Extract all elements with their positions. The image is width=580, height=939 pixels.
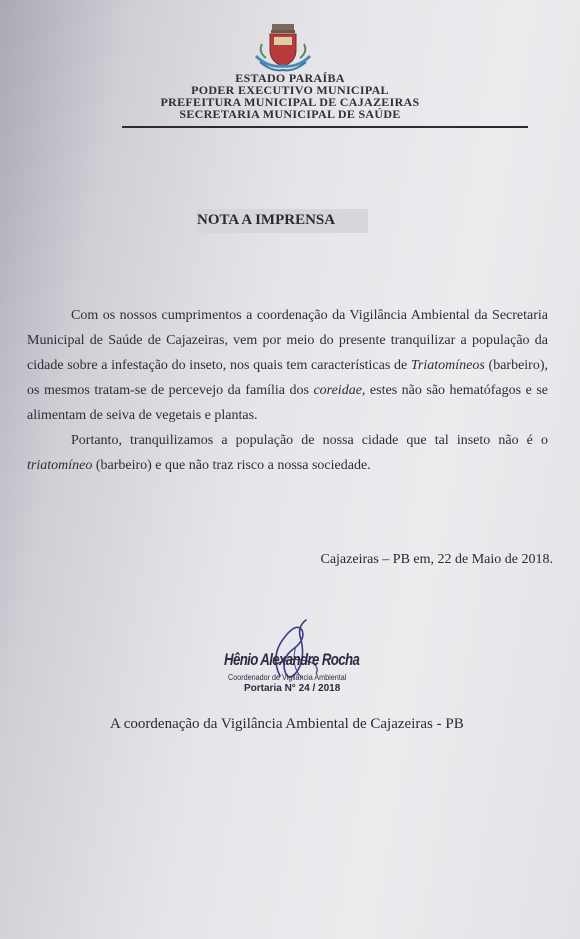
signature-block [222,616,382,698]
p1-text-c: (barbeiro), os mesmos tratam-se de percevejo da família dos [27,358,548,398]
closing-line: A coordenação da Vigilância Ambiental de Cajazeiras - PB [110,716,464,732]
p1-italic-coreidae: coreidae [313,383,362,398]
date-line: Cajazeiras – PB em, 22 de Maio de 2018. [320,552,553,567]
p2-text-c: (barbeiro) e que não traz risco a nossa sociedade. [92,458,371,473]
letterhead [100,72,480,120]
signatory-name: Hênio Alexandre Rocha [224,650,360,669]
p1-text-e: , estes não são hematófagos e se alimentam de seiva de vegetais e plantas. [27,383,548,423]
letterhead-line-state: ESTADO PARAÍBA [235,71,345,85]
document-title: NOTA A IMPRENSA [197,212,336,228]
letterhead-line-prefecture: PREFEITURA MUNICIPAL DE CAJAZEIRAS [160,95,420,109]
paragraph-2 [27,428,548,478]
paragraph-1 [27,303,548,428]
signatory-role: Coordenador de Vigilância Ambiental [228,673,347,682]
p2-text-a: Portanto, tranquilizamos a população de nossa cidade que tal inseto não é o [71,433,548,448]
p2-italic-triatomineo: triatomíneo [27,458,93,473]
p1-text-a: Com os nossos cumprimentos a coordenação da Vigilância Ambiental da Secretaria Municipal de Saúde de Cajazeiras, vem por meio do presente tranquilizar a população da cidade sobre a infestação do inseto, nos quais tem características de [27,308,548,373]
municipal-coat-of-arms-icon [252,22,314,74]
letterhead-line-executive: PODER EXECUTIVO MUNICIPAL [191,83,389,97]
letterhead-line-secretariat: SECRETARIA MUNICIPAL DE SAÚDE [179,107,401,121]
document-body [27,303,548,478]
signatory-portaria: Portaria N° 24 / 2018 [244,683,341,694]
header-divider [122,126,528,128]
p1-italic-triatomineos: Triatomíneos [410,358,485,373]
